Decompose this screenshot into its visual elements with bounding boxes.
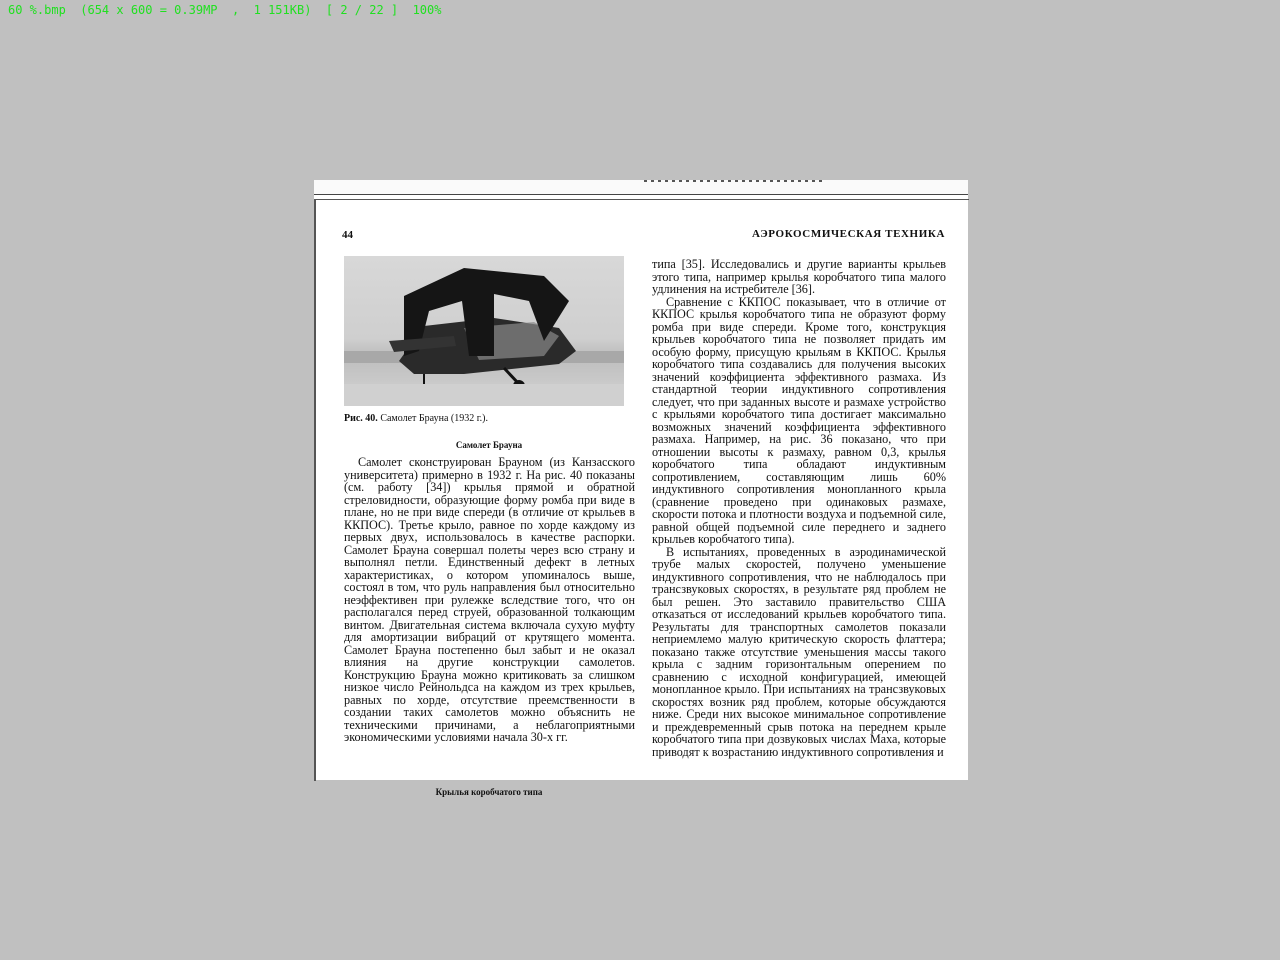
left-paragraph: Самолет сконструирован Брауном (из Канзасского университета) примерно в 1932 г. На рис. 40 показаны (см. работу [34]) крылья прямой и обратной стреловидности, образующие форму ромба при виде в плане, но не при виде спереди (в отличие от крыльев в ККПОС). Третье крыло, равное по хорде каждому из первых двух, использовалось в качестве распорки. Самолет Брауна совершал полеты через всю страну и выполнял петли. Единственный дефект в летных характеристиках, о котором упоминалось выше, состоял в том, что руль направления был относительно неэффективен при рулежке вследствие того, что он располагался перед струей, образованной толкающим винтом. Двигательная система включала сухую муфту для амортизации вибраций от крутящего момента. Самолет Брауна постепенно был забыт и не оказал влияния на другие конструкции самолетов. Конструкцию Брауна можно критиковать за слишком низкое число Рейнольдса на каждом из трех крыльев, равных по хорде, отсутствие преемственности в создании таких самолетов можно объяснить не техническими причинами, а неблагоприятными экономическими условиями начала 30-х гг. — [344, 455, 635, 744]
figure-label: Рис. 40. — [344, 413, 378, 424]
right-paragraph: типа [35]. Исследовались и другие варианты крыльев этого типа, например крылья коробчатого типа малого удлинения на истребителе [36]. — [652, 257, 946, 296]
section-heading: Самолет Брауна — [455, 440, 523, 450]
previous-page-strip — [314, 180, 968, 195]
right-paragraph: Сравнение с ККПОС показывает, что в отличие от ККПОС крылья коробчатого типа не образуют форму ромба при виде спереди. Кроме того, конструкция крыльев коробчатого типа не позволяет придать им особую форму, присущую крыльям в ККПОС. Крылья коробчатого типа создавались для получения высоких значений коэффициента эффективного размаха. Из стандартной теории индуктивного сопротивления следует, что при заданных высоте и размахе устройство с крыльями коробчатого типа достигает максимально возможных значений коэффициента эффективного размаха. Например, на рис. 36 показано, что при отношении высоты к размаху, равном 0,3, крылья коробчатого типа обладают индуктивным сопротивлением, составляющим лишь 60% индуктивного сопротивления монопланного крыла (сравнение проведено при одинаковых размахе, скорости потока и плотности воздуха и подъемной силе, равной общей подъемной силе переднего и заднего крыльев коробчатого типа). — [652, 294, 946, 546]
next-section-heading: Крылья коробчатого типа — [435, 787, 543, 797]
right-column — [652, 258, 946, 758]
left-column — [344, 456, 635, 744]
figure-caption — [344, 413, 488, 424]
running-head: АЭРОКОСМИЧЕСКАЯ ТЕХНИКА — [751, 228, 945, 240]
right-paragraph: В испытаниях, проведенных в аэродинамической трубе малых скоростей, получено уменьшение индуктивного сопротивления, что не наблюдалось при трансзвуковых скоростях, в результате ряд проблем не был решен. Это заставило правительство США отказаться от исследований крыльев коробчатого типа. Результаты для транспортных самолетов показали неприемлемо малую критическую скорость флаттера; показано также отсутствие уменьшения массы такого крыла с задним горизонтальным оперением по сравнению с исходной конфигурацией, имеющей монопланное крыло. При испытаниях на трансзвуковых скоростях возник ряд проблем, которые обсуждаются ниже. Среди них высокое минимальное сопротивление и преждевременный срыв потока на переднем крыле коробчатого типа при дозвуковых числах Маха, которые приводят к возрастанию индуктивного сопротивления и — [652, 544, 946, 759]
figure-caption-text: Самолет Брауна (1932 г.). — [380, 413, 489, 424]
scanned-page — [314, 199, 969, 797]
airplane-photo — [344, 256, 624, 406]
page-number: 44 — [342, 229, 353, 241]
image-viewport[interactable] — [314, 180, 968, 797]
airplane-photo-icon — [344, 256, 624, 406]
viewer-status-bar: 60 %.bmp (654 x 600 = 0.39MP , 1 151KB) [ 2 / 22 ] 100% — [8, 3, 442, 17]
